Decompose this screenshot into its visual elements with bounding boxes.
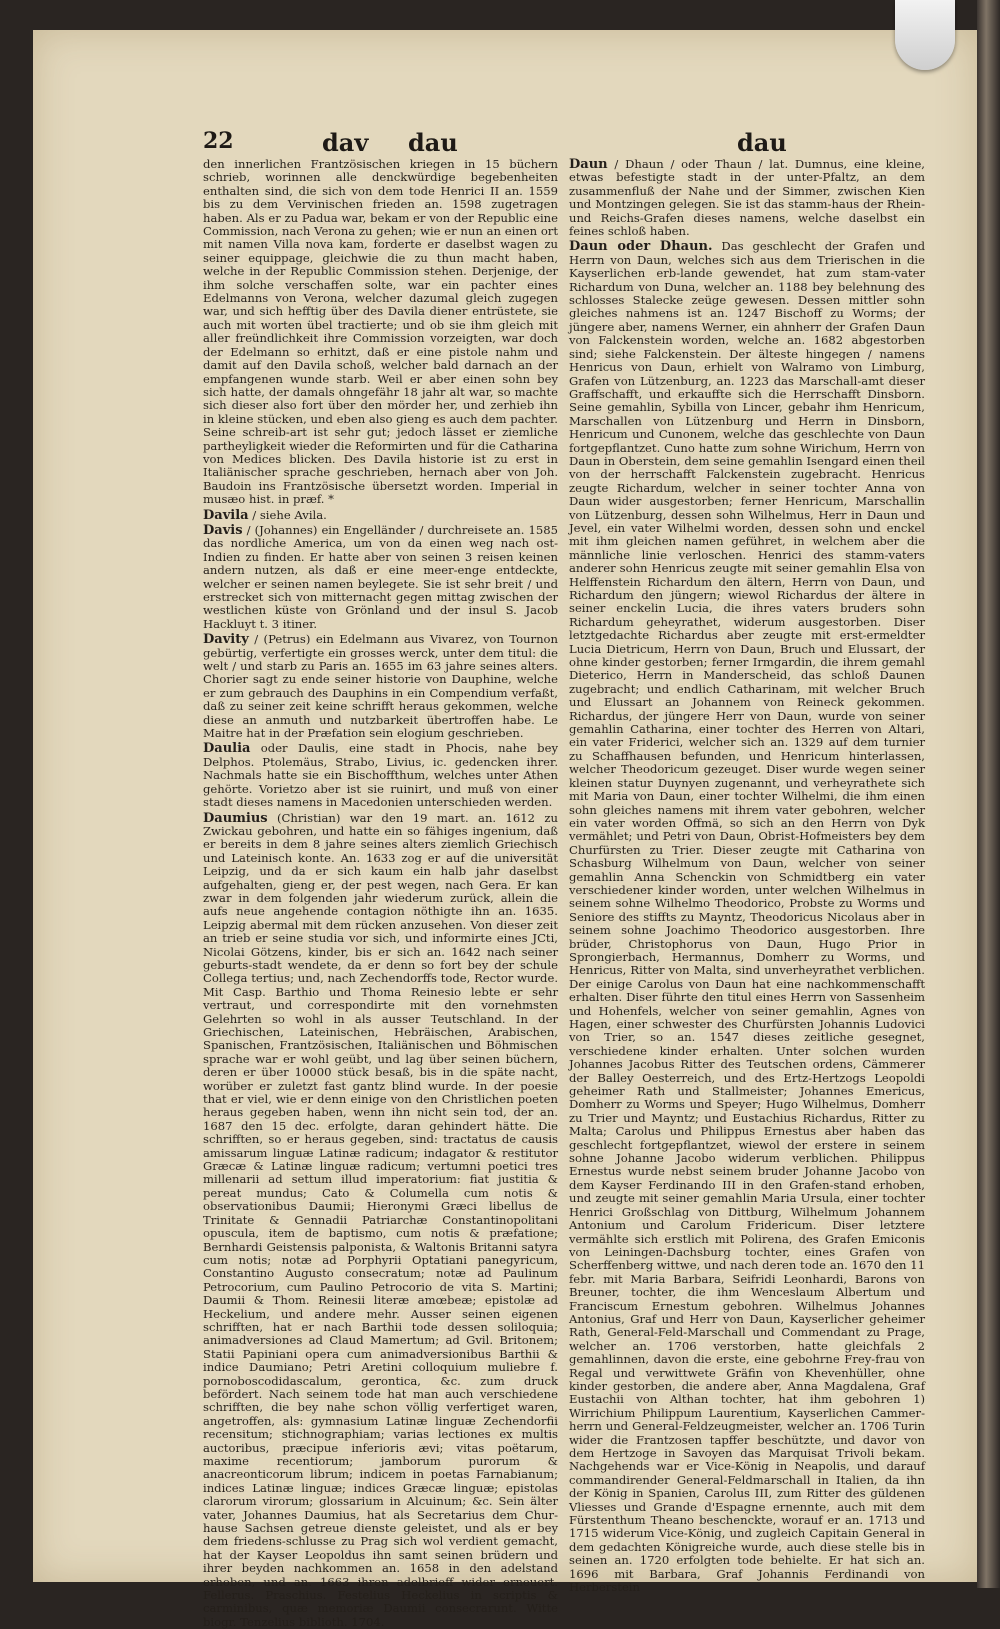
entry-lemma: Daun oder Dhaun.	[569, 239, 713, 254]
entry-text: (Christian) war den 19 mart. an. 1612 zu Zwickau gebohren, und hatte ein so fähiges ingenium, daß er bereits in dem 8 jahre seines alters ziemlich Griechisch und Lateinisch konte. An. 1633 zog er auf die universität Leipzig, und da er sich kaum ein halb jahr daselbst aufgehalten, gieng er, der pest wegen, nach Gera. Er kan zwar in dem folgenden jahr wiederum zurück, allein die aufs neue angehende contagion nöthigte ihn an. 1635. Leipzig abermal mit dem rücken anzusehen. Von dieser zeit an trieb er seine studia vor sich, und informirte eines JCti, Nicolai Götzens, kinder, bis er sich an. 1642 nach seiner geburts-stadt wendete, da er denn so fort bey der schule Collega tertius; und, nach Zechendorffs tode, Rector wurde. Mit Casp. Barthio und Thoma Reinesio lebte er sehr vertraut, und correspondirte mit den vornehmsten Gelehrten so wohl in als ausser Teutschland. In der Griechischen, Lateinischen, Hebräischen, Arabischen, Spanischen, Frantzösischen, Italiänischen und Böhmischen sprache war er wohl geübt, und lag über seinen büchern, deren er über 10000 stück besaß, bis in die späte nacht, worüber er zuletzt fast gantz blind wurde. In der poesie that er viel, wie er denn einige von den Christlichen poeten heraus gegeben haben, wenn ihn nicht sein tod, der an. 1687 den 15 dec. erfolgte, daran gehindert hätte. Die schrifften, so er heraus gegeben, sind: tractatus de causis amissarum linguæ Latinæ radicum; indagator & restitutor Græcæ & Latinæ linguæ radicum; vertumni poetici tres millenarii ad settum illud imperatorium: fiat justitia & pereat mundus; Cato & Columella cum notis & observationibus Daumii; Hieronymi Græci libellus de Trinitate & Gennadii Patriarchæ Constantinopolitani opuscula, item de baptismo, cum notis & præfatione; Bernhardi Geistensis palponista, & Waltonis Britanni satyra cum notis; notæ ad Porphyrii Optatiani panegyricum, Constantino Augusto consecratum; notæ ad Paulinum Petrocorium, cum Paulino Petrocorio de vita S. Martini; Daumii & Thom. Reinesii literæ amœbeæ; epistolæ ad Heckelium, und andere mehr. Ausser seinen eigenen schrifften, hat er nach Barthii tode dessen soliloquia; animadversiones ad Claud Mamertum; ad Gvil. Britonem; Statii Papiniani opera cum animadversionibus Barthii & indice Daumiano; Petri Aretini colloquium muliebre f. pornoboscodidascalum, gerontica, &c. zum druck befördert. Nach seinem tode hat man auch verschiedene schrifften, die bey nahe schon völlig verfertiget waren, angetroffen, als: gymnasium Latinæ linguæ Zechendorfii recensitum; stichnographiam; varias lectiones ex multis auctoribus, præcipue inferioris ævi; vitas poëtarum, maxime recentiorum; jamborum purorum & anacreonticorum librum; indicem in poetas Farnabianum; indices Latinæ linguæ; indices Græcæ linguæ; epistolas clarorum virorum; glossarium in Alcuinum; &c. Sein älter vater, Johannes Daumius, hat als Secretarius dem Chur-hause Sachsen getreue dienste geleistet, und als er bey dem friedens-schlusse zu Prag sich wol verdient gemacht, hat der Kayser Leopoldus ihn samt seinen brüdern und ihrer beyden nachkommen an. 1658 in den adelstand erhoben, und an. 1663 ihren adelbrieff wider erneuert. Fellerus. Praschius. Festelius Heckelius in scriptis & carminibus, quæ memoriæ Daumii consecrarunt. Witte biogr. Tenzelius biblioth. 1704.	[203, 811, 558, 1629]
entry-text: / (Petrus) ein Edelmann aus Vivarez, von Tournon gebürtig, verfertigte ein grosses werck, unter dem titul: die welt / und starb zu Paris an. 1655 im 63 jahre seines alters. Chorier sagt zu ende seiner historie von Dauphine, welche er zum gebrauch des Dauphins in ein Compendium verfaßt, daß zu seiner zeit keine schrifft heraus gekommen, welche diese an anmuth und nutzbarkeit übertroffen habe. Le Maitre hat in der Præfation sein elogium geschrieben.	[203, 632, 558, 740]
entry-lemma: Daulia	[203, 741, 250, 756]
entry	[569, 240, 925, 1594]
entry	[203, 524, 558, 631]
entry	[203, 812, 558, 1629]
running-head-left-2: dau	[408, 128, 458, 158]
running-head-left-1: dav	[322, 128, 368, 158]
entry-text: / siehe Avila.	[252, 508, 327, 522]
entry-text: / (Johannes) ein Engelländer / durchreisete an. 1585 das nordliche America, um von da einen weg nach ost-Indien zu finden. Er hatte aber von seinen 3 reisen keinen andern nutzen, als daß er eine meer-enge entdeckte, welcher er seinen namen beylegete. Sie ist sehr breit / und erstrecket sich von mitternacht gegen mittag zwischen der westlichen küste von Grönland und der insul S. Jacob Hackluyt t. 3 itiner.	[203, 523, 558, 631]
entry-lemma: Davila	[203, 508, 249, 523]
entry	[203, 742, 558, 809]
entry	[569, 158, 925, 238]
right-column	[569, 158, 925, 1404]
entry-lemma: Daumius	[203, 811, 268, 826]
entry-lemma: Davity	[203, 632, 249, 647]
facing-page-edge	[977, 0, 1000, 1588]
entry-text: den innerlichen Frantzösischen kriegen in 15 büchern schrieb, worinnen alle denckwürdige begebenheiten enthalten sind, die sich von dem tode Henrici II an. 1559 bis zu dem Vervinischen frieden an. 1598 zugetragen haben. Als er zu Padua war, bekam er von der Republic eine Commission, nach Verona zu gehen; wie er nun an einen ort mit namen Villa nova kam, forderte er daselbst wagen zu seiner equippage, gleichwie die zu thun macht haben, welche in der Republic Commission stehen. Derjenige, der ihm solche verschaffen solte, war ein pachter eines Edelmanns von Verona, welcher dazumal gleich zugegen war, und sich hefftig über des Davila diener entrüstete, sie auch mit worten übel tractierte; und ob sie ihm gleich mit aller freündlichkeit ihre Commission vorzeigten, war doch der Edelmann so erhitzt, daß er eine pistole nahm und damit auf den Davila schoß, welcher bald darnach an der empfangenen wunde starb. Weil er aber einen sohn bey sich hatte, der damals ohngefähr 18 jahr alt war, so machte sich dieser also fort über den mörder her, und zerhieb ihn in kleine stücken, und eben also gieng es auch dem pachter. Seine schreib-art ist sehr gut; jedoch lässet er ziemliche partheyligkeit wieder die Reformirten und für die Catharina von Medices blicken. Des Davila historie ist zu erst in Italiänischer sprache geschrieben, hernach aber von Joh. Baudoin ins Frantzösische übersetzt worden. Imperial in musæo hist. in præf. *	[203, 157, 558, 506]
entry-lemma: Davis	[203, 523, 243, 538]
entry	[203, 509, 558, 522]
entry-lemma: Daun	[569, 157, 608, 172]
page-number: 22	[203, 128, 234, 158]
entry-text: oder Daulis, eine stadt in Phocis, nahe bey Delphos. Ptolemäus, Strabo, Livius, ic. gedencken ihrer. Nachmals hatte sie ein Bischoffthum, welches unter Athen gehörte. Vorietzo aber ist sie ruinirt, und muß von einer stadt dieses namens in Macedonien unterschieden werden.	[203, 741, 558, 809]
page-clip	[895, 0, 955, 70]
running-head-right: dau	[737, 128, 787, 158]
entry-text: Das geschlecht der Grafen und Herrn von Daun, welches sich aus dem Trierischen in die Kayserlichen erb-lande gewendet, hat zum stam-vater Richardum von Duna, welcher an. 1188 bey belehnung des schlosses Stalecke zeüge gewesen. Dessen mittler sohn gleiches nahmens ist an. 1247 Bischoff zu Worms; der jüngere aber, namens Werner, ein ahnherr der Grafen Daun von Falckenstein worden, welche an. 1682 abgestorben sind; siehe Falckenstein. Der älteste hingegen / namens Henricus von Daun, erhielt von Walramo von Limburg, Grafen von Lützenburg, an. 1223 das Marschall-amt dieser Graffschafft, und erkauffte sich die Herrschafft Dinsborn. Seine gemahlin, Sybilla von Lincer, gebahr ihm Henricum, Marschallen von Lützenburg und Herrn in Dinsborn, Henricum und Cunonem, welche das geschlechte von Daun fortgepflantzet. Cuno hatte zum sohne Wirichum, Herrn von Daun in Oberstein, dem seine gemahlin Isengard einen theil von der herrschafft Falckenstein zugebracht. Henricus zeugte Richardum, welcher in seiner tochter Anna von Daun wider ausgestorben; ferner Henricum, Marschallin von Lützenburg, dessen sohn Wilhelmus, Herr in Daun und Jevel, ein vater Wilhelmi worden, dessen sohn und enckel mit ihm gleichen namen geführet, in welchem aber die männliche linie verloschen. Henrici des stamm-vaters anderer sohn Henricus zeugte mit seiner gemahlin Elsa von Helffenstein Richardum den ältern, Herrn von Daun, und Richardum den jüngern; wiewol Richardus der ältere in seiner enckelin Lucia, die ihres vaters bruders sohn Richardum geheyrathet, widerum ausgestorben. Diser letztgedachte Richardus aber zeugte mit erst-ermeldter Lucia Dietricum, Herrn von Daun, Bruch und Elussart, der ohne kinder gestorben; ferner Irmgardin, die ihrem gemahl Dieterico, Herrn in Manderscheid, das schloß Daunen zugebracht; und endlich Catharinam, mit welcher Bruch und Elussart an Johannem von Reineck gekommen. Richardus, der jüngere Herr von Daun, wurde von seiner gemahlin Catharina, einer tochter des Herren von Altari, ein vater Friderici, welcher sich an. 1329 auf dem turnier zu Schaffhausen befunden, und Henricum hinterlassen, welcher Theodoricum gezeuget. Diser wurde wegen seiner kleinen statur Duynyen zugenannt, und verheyrathete sich mit Maria von Daun, einer tochter Wilhelmi, die ihm einen sohn gleiches namens mit ihrem vater gebohren, welcher ein vater worden Offmä, so sich an den Herrn von Dyk vermählet; und Petri von Daun, Obrist-Hofmeisters bey dem Churfürsten zu Trier. Dieser zeugte mit Catharina von Schasburg Wilhelmum von Daun, welcher von seiner gemahlin Anna Schenckin von Schmidtberg ein vater verschiedener kinder worden, unter welchen Wilhelmus in seinem sohne Wilhelmo Theodorico, Probste zu Worms und Seniore des stiffts zu Mayntz, Theodoricus Nicolaus aber in seinem sohne Joachimo Theodorico ausgestorben. Ihre brüder, Christophorus von Daun, Hugo Prior in Sprongierbach, Hermannus, Domherr zu Worms, und Henricus, Ritter von Malta, sind unverheyrathet verblichen. Der einige Carolus von Daun hat eine nachkommenschafft erhalten. Diser führte den titul eines Herrn von Sassenheim und Hohenfels, welcher von seiner gemahlin, Agnes von Hagen, einer schwester des Churfürsten Johannis Ludovici von Trier, so an. 1547 dieses zeitliche gesegnet, verschiedene kinder erhalten. Unter solchen wurden Johannes Jacobus Ritter des Teutschen ordens, Cämmerer der Balley Oesterreich, und des Ertz-Hertzogs Leopoldi geheimer Rath und Stallmeister; Johannes Emericus, Domherr zu Worms und Speyer; Hugo Wilhelmus, Domherr zu Trier und Mayntz; und Eustachius Richardus, Ritter zu Malta; Carolus und Philippus Ernestus aber haben das geschlecht fortgepflantzet, wiewol der erstere in seinem sohne Johanne Jacobo widerum verblichen. Philippus Ernestus wurde nebst seinem bruder Johanne Jacobo von dem Kayser Ferdinando III in den Grafen-stand erhoben, und zeugte mit seiner gemahlin Maria Ursula, einer tochter Henrici Großschlag von Dittburg, Wilhelmum Johannem Antonium und Carolum Fridericum. Diser letztere vermählte sich erstlich mit Polirena, des Grafen Emiconis von Leiningen-Dachsburg tochter, eines Grafen von Scherffenberg wittwe, und nach deren tode an. 1670 den 11 febr. mit Maria Barbara, Seifridi Leonhardi, Barons von Breuner, tochter, die ihm Wenceslaum Albertum und Franciscum Ernestum gebohren. Wilhelmus Johannes Antonius, Graf und Herr von Daun, Kayserlicher geheimer Rath, General-Feld-Marschall und Commendant zu Prage, welcher an. 1706 verstorben, hatte gleichfals 2 gemahlinnen, davon die erste, eine gebohrne Frey-frau von Regal und verwittwete Gräfin von Khevenhüller, ohne kinder gestorben, die andere aber, Anna Magdalena, Graf Eustachii von Althan tochter, hat ihm gebohren 1) Wirrichium Philippum Laurentium, Kayserlichen Cammer-herrn und General-Feldzeugmeister, welcher an. 1706 Turin wider die Frantzosen tapffer beschützte, und davor von dem Hertzoge in Savoyen das Marquisat Trivoli bekam. Nachgehends war er Vice-König in Neapolis, und darauf commandirender General-Feldmarschall in Italien, da ihn der König in Spanien, Carolus III, zum Ritter des güldenen Vliesses und Grande d'Espagne ernennte, auch mit dem Fürstenthum Theano beschenckte, worauf er an. 1713 und 1715 widerum Vice-König, und zugleich Capitain General in dem gedachten Königreiche wurde, auch diese stelle bis in seinen an. 1720 erfolgten tode behielte. Er hat sich an. 1696 mit Barbara, Graf Johannis Ferdinandi von Herberstein	[569, 239, 925, 1594]
left-column	[203, 158, 558, 1403]
entry	[203, 633, 558, 740]
entry	[203, 158, 558, 507]
entry-text: / Dhaun / oder Thaun / lat. Dumnus, eine kleine, etwas befestigte stadt in der unter-Pfaltz, an dem zusammenfluß der Nahe und der Simmer, zwischen Kien und Montzingen gelegen. Sie ist das stamm-haus der Rhein- und Reichs-Grafen dieses namens, welche daselbst ein feines schloß haben.	[569, 157, 925, 238]
